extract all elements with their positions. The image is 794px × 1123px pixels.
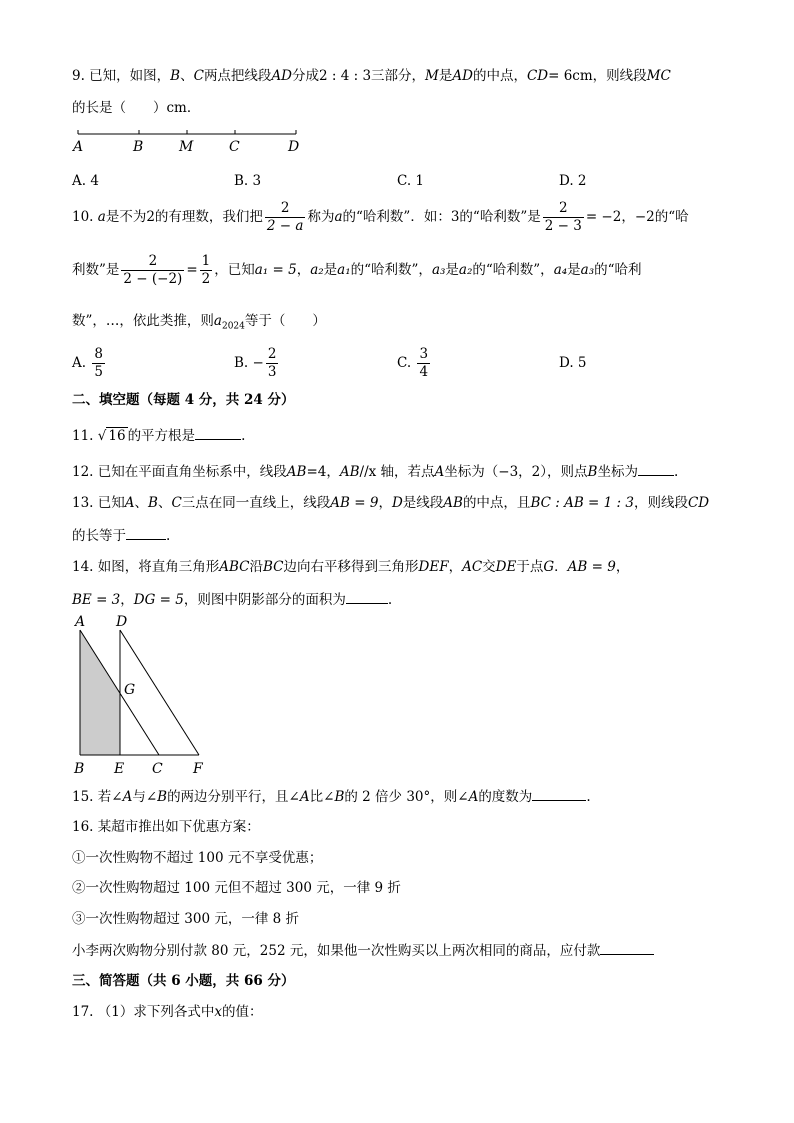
- a1-equals-5: a₁ = 5: [254, 262, 297, 278]
- q11-text: 11.: [72, 428, 98, 444]
- q13-text: ，: [378, 495, 392, 511]
- q14-text: ，: [448, 559, 463, 575]
- q15-line: [72, 786, 591, 807]
- q14-text: 边向右平移得到三角形: [283, 559, 419, 575]
- var-m: M: [425, 68, 439, 84]
- var-x: x: [214, 1004, 222, 1020]
- var-a: A: [434, 464, 445, 480]
- q14-line1: [72, 557, 629, 577]
- q10-text: 10.: [72, 209, 98, 225]
- section-2-heading: 二、填空题（每题 4 分，共 24 分）: [72, 392, 295, 408]
- q10-text: 是不为: [105, 209, 147, 225]
- q15-text: 的度数为: [478, 789, 533, 805]
- q9-text: ，则线段: [592, 68, 647, 84]
- label-m: M: [179, 139, 194, 155]
- q10-text: 等于（ ）: [244, 313, 326, 329]
- subscript-2024: 2024: [221, 321, 245, 332]
- q10-number: 2: [146, 209, 155, 225]
- q11-answer-blank[interactable]: [195, 425, 241, 440]
- q15-text: 的 2 倍少 30°，则∠: [344, 789, 469, 805]
- q9-text: 是: [438, 68, 453, 84]
- q16-title: 16. 某超市推出如下优惠方案：: [72, 819, 260, 835]
- q14-answer-blank[interactable]: [346, 589, 388, 604]
- q11-line: [72, 425, 245, 446]
- label-f: F: [193, 761, 203, 777]
- q13-separator: 、: [157, 495, 172, 511]
- q10-text: 的有理数，我们把: [154, 209, 263, 225]
- q14-line2: [72, 589, 392, 610]
- q10-option-a[interactable]: [72, 343, 107, 383]
- var-ab: AB: [443, 495, 463, 511]
- q10-line3: [72, 311, 326, 337]
- var-a1: a₁: [337, 262, 351, 278]
- var-cd: CD: [526, 68, 549, 84]
- q17-text: 的值：: [221, 1004, 263, 1020]
- q10-option-b[interactable]: [234, 343, 280, 383]
- var-c: C: [193, 68, 204, 84]
- q9-option-d[interactable]: D. 2: [559, 173, 587, 189]
- q10-equals: =: [186, 262, 198, 278]
- var-b: B: [334, 789, 345, 805]
- var-abc: ABC: [219, 559, 250, 575]
- bc-ab-ratio: BC : AB = 1 : 3: [530, 495, 634, 511]
- var-a2: a₂: [458, 262, 473, 278]
- frac-numerator: 3: [419, 346, 429, 362]
- q12-answer-blank[interactable]: [638, 461, 674, 476]
- q9-ratio: 2 : 4 : 3: [319, 68, 372, 84]
- var-a2: a₂: [310, 262, 324, 278]
- var-d: D: [391, 495, 403, 511]
- var-ab: AB: [286, 464, 307, 480]
- var-a: A: [468, 789, 479, 805]
- label-c: C: [152, 761, 163, 777]
- dg-equals-5: DG = 5: [133, 592, 184, 608]
- q14-text: 沿: [249, 559, 264, 575]
- var-a: a: [334, 209, 343, 225]
- q14-text: 于点: [516, 559, 544, 575]
- var-ad: AD: [452, 68, 473, 84]
- q17-line: [72, 1002, 262, 1022]
- q9-option-a[interactable]: A. 4: [72, 173, 99, 189]
- frac-denominator: 2 − (−2): [123, 271, 183, 287]
- q13-text: 的长等于: [72, 528, 126, 544]
- q15-period: .: [586, 789, 591, 805]
- q10-text: 是: [445, 262, 459, 278]
- q12-line: [72, 461, 678, 482]
- radicand: 16: [108, 428, 126, 444]
- frac-numerator: 2: [280, 200, 290, 216]
- q10-text: 称为: [307, 209, 335, 225]
- q10-text: 数”，…，依此类推，则: [72, 313, 214, 329]
- q9-line2: 的长是（ ）cm．: [72, 100, 201, 116]
- frac-2-over-2-minus-3: [543, 200, 584, 235]
- q10-option-d[interactable]: D. 5: [559, 355, 587, 371]
- q9-text: 分成: [292, 68, 320, 84]
- var-a: A: [124, 495, 135, 511]
- q10-line1: [72, 197, 689, 237]
- q10-option-c[interactable]: [397, 343, 432, 383]
- q10-text: 是: [567, 262, 581, 278]
- q14-triangle-figure: [70, 612, 220, 778]
- var-c: C: [171, 495, 182, 511]
- label-b: B: [74, 761, 85, 777]
- frac-1-over-2: [200, 253, 213, 288]
- minus-sign: −: [252, 355, 264, 371]
- var-ad: AD: [271, 68, 293, 84]
- q9-text: 9. 已知，如图，: [72, 68, 171, 84]
- var-a3: a₃: [431, 262, 446, 278]
- var-b: B: [587, 464, 598, 480]
- q11-period: .: [241, 428, 246, 444]
- frac-denominator: 5: [94, 364, 103, 380]
- q9-text: 三部分，: [371, 68, 426, 84]
- var-a4: a₄: [553, 262, 568, 278]
- q12-text: =4，: [306, 464, 340, 480]
- q10-text: ，: [296, 262, 311, 278]
- q13-separator: 、: [134, 495, 149, 511]
- q9-option-b[interactable]: B. 3: [234, 173, 262, 189]
- sqrt-16: √ 16: [97, 428, 126, 444]
- label-a: A: [75, 614, 86, 630]
- q14-period: .: [387, 592, 393, 608]
- q9-separator: 、: [180, 68, 194, 84]
- q9-option-c[interactable]: C. 1: [397, 173, 425, 189]
- frac-2-over-3: [266, 346, 279, 381]
- q10-line2: [72, 250, 642, 290]
- q9-cd-value: = 6cm: [548, 68, 593, 84]
- label-g: G: [124, 682, 136, 698]
- label-a: A: [73, 139, 84, 155]
- ab-equals-9: AB = 9: [567, 559, 616, 575]
- q12-text: 坐标为: [597, 464, 638, 480]
- q12-text: //x 轴，若点: [359, 464, 435, 480]
- frac-2-over-2-minus-a: [265, 200, 306, 235]
- q13-period: .: [166, 528, 171, 544]
- q10-text: 利数”是: [72, 262, 120, 278]
- q9-line1: [72, 66, 671, 86]
- var-de: DE: [495, 559, 517, 575]
- frac-numerator: 2: [148, 253, 158, 269]
- q14-text: ，: [120, 592, 134, 608]
- q12-text: 12. 已知在平面直角坐标系中，线段: [72, 464, 287, 480]
- q10-text: = −2，−2的“哈: [585, 209, 689, 225]
- frac-2-over-2-minus-neg2: [121, 253, 184, 288]
- q9-text: 的中点，: [472, 68, 527, 84]
- var-mc: MC: [646, 68, 671, 84]
- q15-text: 比∠: [309, 789, 335, 805]
- section-3-heading: 三、简答题（共 6 小题，共 66 分）: [72, 973, 295, 989]
- q14-text: 14. 如图，将直角三角形: [72, 559, 220, 575]
- be-equals-3: BE = 3: [72, 592, 121, 608]
- frac-denominator: 2 − a: [266, 218, 304, 234]
- var-a2024: a: [213, 313, 222, 329]
- q10-text: 的“哈利数”，: [472, 262, 554, 278]
- q14-text: ．: [554, 559, 568, 575]
- q17-text: 17. （1）求下列各式中: [72, 1004, 215, 1020]
- var-a: A: [299, 789, 310, 805]
- q13-text: 的中点，且: [462, 495, 531, 511]
- frac-8-over-5: [92, 346, 105, 381]
- var-a3: a₃: [580, 262, 595, 278]
- q13-text: 13. 已知: [72, 495, 125, 511]
- q12-period: .: [673, 464, 679, 480]
- var-def: DEF: [418, 559, 449, 575]
- frac-numerator: 2: [267, 346, 277, 362]
- q10-text: 的“哈利: [594, 262, 642, 278]
- ab-equals-9: AB = 9: [330, 495, 379, 511]
- var-ac: AC: [462, 559, 483, 575]
- q16-item-3: ③一次性购物超过 300 元，一律 8 折: [72, 911, 300, 927]
- label-e: E: [114, 761, 125, 777]
- q15-text: 15. 若∠: [72, 789, 123, 805]
- q16-answer-blank[interactable]: [600, 940, 654, 955]
- frac-denominator: 4: [419, 364, 429, 380]
- q15-text: 与∠: [132, 789, 158, 805]
- q16-item-1: ①一次性购物不超过 100 元不享受优惠；: [72, 850, 323, 866]
- q13-line1: [72, 493, 709, 513]
- q9-text: 两点把线段: [203, 68, 272, 84]
- option-label: A.: [72, 355, 87, 371]
- var-b: B: [157, 789, 168, 805]
- frac-numerator: 8: [94, 346, 103, 362]
- q16-last-line: [72, 940, 654, 961]
- q13-answer-blank[interactable]: [126, 525, 166, 540]
- q10-text: 的“哈利数”．如：3的“哈利数”是: [342, 209, 541, 225]
- var-g: G: [543, 559, 555, 575]
- var-a: A: [122, 789, 133, 805]
- option-label: C.: [397, 355, 412, 371]
- q11-text: 的平方根是: [127, 428, 196, 444]
- q15-answer-blank[interactable]: [532, 786, 586, 801]
- q14-text: 交: [482, 559, 496, 575]
- q13-text: 是线段: [402, 495, 444, 511]
- label-d: D: [116, 614, 128, 630]
- q13-text: 三点在同一直线上，线段: [181, 495, 331, 511]
- var-a: a: [97, 209, 106, 225]
- q13-text: ，则线段: [633, 495, 688, 511]
- var-b: B: [148, 495, 158, 511]
- var-b: B: [170, 68, 181, 84]
- var-cd: CD: [687, 495, 710, 511]
- q10-text: 是: [323, 262, 338, 278]
- frac-3-over-4: [417, 346, 430, 381]
- frac-denominator: 2: [201, 271, 211, 287]
- frac-denominator: 3: [267, 364, 277, 380]
- q14-text: ，则图中阴影部分的面积为: [183, 592, 346, 608]
- label-d: D: [288, 139, 300, 155]
- q13-line2: [72, 525, 170, 546]
- var-ab: AB: [339, 464, 360, 480]
- q16-text: 小李两次购物分别付款 80 元，252 元，如果他一次性购买以上两次相同的商品，应付款: [72, 943, 601, 959]
- shaded-region: [80, 630, 120, 755]
- q9-segment-figure: [70, 126, 310, 156]
- frac-numerator: 1: [201, 253, 211, 269]
- var-bc: BC: [263, 559, 284, 575]
- q12-text: 坐标为（−3，2），则点: [444, 464, 588, 480]
- q15-text: 的两边分别平行，且∠: [167, 789, 300, 805]
- option-label: B.: [234, 355, 249, 371]
- label-c: C: [229, 139, 240, 155]
- q14-text: ，: [615, 559, 630, 575]
- label-b: B: [133, 139, 144, 155]
- frac-numerator: 2: [558, 200, 568, 216]
- q16-item-2: ②一次性购物超过 100 元但不超过 300 元，一律 9 折: [72, 880, 401, 896]
- q10-text: ，已知: [214, 262, 255, 278]
- q10-text: 的“哈利数”，: [350, 262, 432, 278]
- frac-denominator: 2 − 3: [544, 218, 582, 234]
